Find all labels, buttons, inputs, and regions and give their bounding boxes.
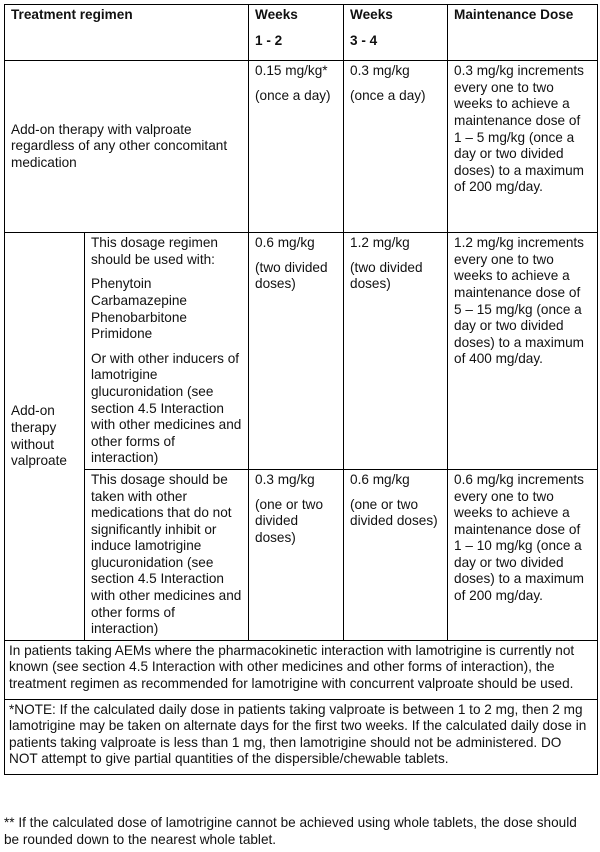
noninducers-regimen: This dosage should be taken with other medications that do not significantly inhibit or induce lamotrigine glucuronidation (see section 4.5 Interaction with other medicines and other forms of interaction) xyxy=(85,469,249,640)
aem-note: In patients taking AEMs where the pharmacokinetic interaction with lamotrigine is currently not known (see section 4.5 Interaction with other medicines and other forms of interaction), the treatment regimen as recommended for lamotrigine with concurrent valproate should be used. xyxy=(5,640,598,699)
valproate-dose-note: *NOTE: If the calculated daily dose in patients taking valproate is between 1 to 2 mg, then 2 mg lamotrigine may be taken on alternate days for the first two weeks. If the calculated daily dose in patients taking valproate is less than 1 mg, then lamotrigine should not be administered. DO NOT attempt to give partial quantities of the dispersible/chewable tablets. xyxy=(5,699,598,774)
valproate-weeks-3-4-dose: 0.3 mg/kg xyxy=(350,63,410,79)
inducers-regimen-cell xyxy=(85,233,249,470)
inducer-drug: Carbamazepine xyxy=(91,292,187,308)
inducers-weeks-1-2-frequency: (two divided doses) xyxy=(255,259,328,292)
rounding-footnote: ** If the calculated dose of lamotrigine cannot be achieved using whole tablets, the dose should be rounded down to the nearest whole tablet. xyxy=(4,815,577,847)
header-weeks-3-4 xyxy=(344,5,448,61)
header-maintenance-dose: Maintenance Dose xyxy=(448,5,598,61)
header-weeks-1-2-line1: Weeks xyxy=(255,7,298,22)
inducers-weeks-3-4-cell xyxy=(344,233,448,470)
table-header-row xyxy=(5,5,598,61)
valproate-weeks-1-2-frequency: (once a day) xyxy=(255,87,331,103)
inducers-weeks-3-4-frequency: (two divided doses) xyxy=(350,259,423,292)
header-weeks-3-4-line1: Weeks xyxy=(350,7,393,22)
table-row xyxy=(5,640,598,699)
valproate-weeks-3-4-frequency: (once a day) xyxy=(350,87,426,103)
dosage-table xyxy=(4,4,598,775)
table-row xyxy=(5,61,598,233)
table-row xyxy=(5,699,598,774)
regimen-valproate: Add-on therapy with valproate regardless of any other concomitant medication xyxy=(5,61,249,233)
valproate-maintenance-dose: 0.3 mg/kg increments every one to two weeks to achieve a maintenance dose of 1 – 5 mg/kg (once a day or two divided doses) to a maximum of 200 mg/day. xyxy=(448,61,598,233)
inducers-maintenance-dose: 1.2 mg/kg increments every one to two weeks to achieve a maintenance dose of 5 – 15 mg/kg (once a day or two divided doses) to a maximum of 400 mg/day. xyxy=(448,233,598,470)
noninducers-weeks-1-2-frequency: (one or two divided doses) xyxy=(255,496,324,545)
header-weeks-1-2 xyxy=(249,5,344,61)
inducers-intro: This dosage regimen should be used with: xyxy=(91,235,218,267)
noninducers-weeks-3-4-frequency: (one or two divided doses) xyxy=(350,496,438,529)
noninducers-weeks-1-2-cell xyxy=(249,469,344,640)
inducer-drug-list xyxy=(91,276,242,342)
inducers-weeks-1-2-cell xyxy=(249,233,344,470)
table-row xyxy=(5,469,598,640)
header-weeks-1-2-line2: 1 - 2 xyxy=(255,32,283,48)
table-row xyxy=(5,233,598,470)
valproate-weeks-1-2-dose: 0.15 mg/kg* xyxy=(255,63,328,79)
inducer-drug: Primidone xyxy=(91,326,153,342)
noninducers-weeks-3-4-dose: 0.6 mg/kg xyxy=(350,471,410,487)
regimen-without-valproate: Add-on therapy without valproate xyxy=(5,233,85,641)
header-treatment-regimen: Treatment regimen xyxy=(5,5,249,61)
inducers-other: Or with other inducers of lamotrigine glucuronidation (see section 4.5 Interaction with other medicines and other forms of interaction) xyxy=(91,350,242,466)
noninducers-weeks-1-2-dose: 0.3 mg/kg xyxy=(255,471,315,487)
noninducers-weeks-3-4-cell xyxy=(344,469,448,640)
header-weeks-3-4-line2: 3 - 4 xyxy=(350,32,378,48)
inducer-drug: Phenytoin xyxy=(91,276,152,292)
inducers-weeks-1-2-dose: 0.6 mg/kg xyxy=(255,235,315,251)
valproate-weeks-1-2-cell xyxy=(249,61,344,233)
valproate-weeks-3-4-cell xyxy=(344,61,448,233)
inducer-drug: Phenobarbitone xyxy=(91,309,187,325)
noninducers-maintenance-dose: 0.6 mg/kg increments every one to two weeks to achieve a maintenance dose of 1 – 10 mg/kg (once a day or two divided doses) to a maximum of 200 mg/day. xyxy=(448,469,598,640)
inducers-weeks-3-4-dose: 1.2 mg/kg xyxy=(350,235,410,251)
